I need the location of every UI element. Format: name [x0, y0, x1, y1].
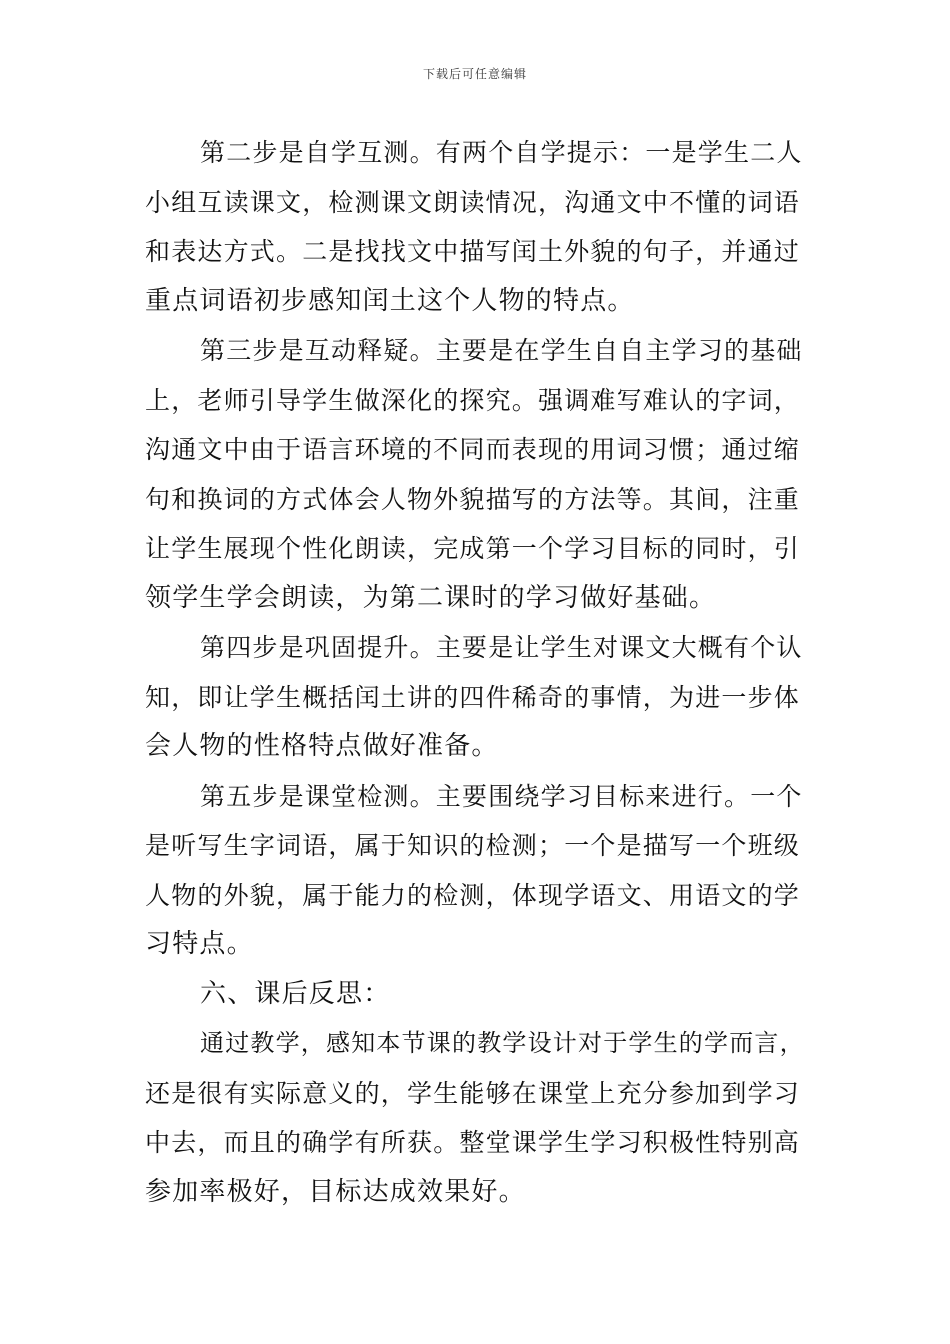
text-line: 句和换词的方式体会人物外貌描写的方法等。其间，注重: [145, 484, 801, 514]
text-line: 沟通文中由于语言环境的不同而表现的用词习惯；通过缩: [145, 435, 801, 464]
text-line: 习特点。: [145, 929, 254, 959]
text-line: 第三步是互动释疑。主要是在学生自自主学习的基础: [200, 336, 803, 365]
text-line: 上，老师引导学生做深化的探究。强调难写难认的字词，: [145, 385, 801, 415]
text-line: 知，即让学生概括闰土讲的四件稀奇的事情，为进一步体: [145, 682, 801, 712]
text-line: 中去，而且的确学有所获。整堂课学生学习积极性特别高: [145, 1128, 801, 1157]
text-line: 让学生展现个性化朗读，完成第一个学习目标的同时，引: [145, 534, 801, 563]
text-line: 还是很有实际意义的，学生能够在课堂上充分参加到学习: [145, 1078, 801, 1108]
text-line: 重点词语初步感知闰土这个人物的特点。: [145, 285, 635, 316]
text-line: 第五步是课堂检测。主要围绕学习目标来进行。一个: [200, 781, 803, 811]
text-line: 通过教学，感知本节课的教学设计对于学生的学而言，: [200, 1029, 805, 1057]
text-line: 六、课后反思：: [200, 978, 391, 1009]
text-line: 会人物的性格特点做好准备。: [145, 731, 499, 761]
text-line: 领学生学会朗读，为第二课时的学习做好基础。: [145, 582, 717, 613]
text-line: 参加率极好，目标达成效果好。: [145, 1176, 526, 1207]
text-line: 第四步是巩固提升。主要是让学生对课文大概有个认: [200, 633, 803, 662]
text-line: 人物的外貌，属于能力的检测，体现学语文、用语文的学: [145, 880, 801, 910]
text-line: 小组互读课文，检测课文朗读情况，沟通文中不懂的词语: [145, 187, 801, 217]
text-line: 和表达方式。二是找找文中描写闰土外貌的句子，并通过: [145, 237, 801, 266]
text-line: 第二步是自学互测。有两个自学提示：一是学生二人: [200, 138, 803, 167]
text-line: 是听写生字词语，属于知识的检测；一个是描写一个班级: [145, 831, 801, 860]
document-body: [145, 128, 810, 1217]
page-header: 下载后可任意编辑: [422, 67, 527, 81]
